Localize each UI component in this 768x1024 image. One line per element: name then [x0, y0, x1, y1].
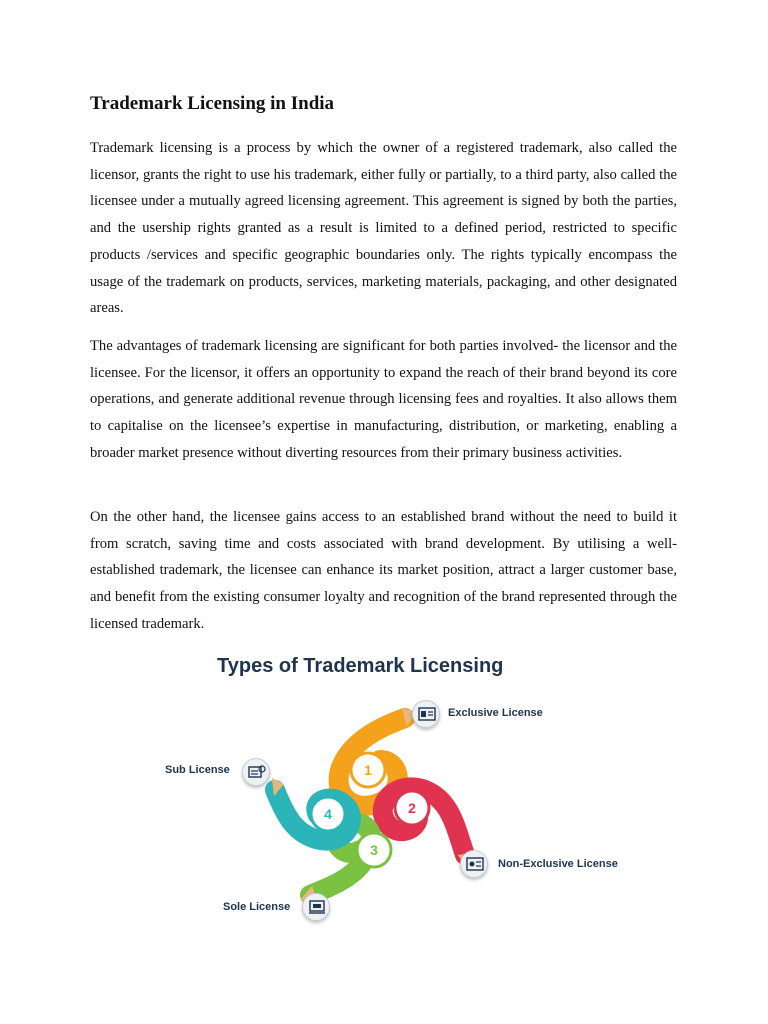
sole-license-icon — [302, 893, 330, 921]
spiral-graphic — [150, 650, 640, 935]
paragraph-licensee: On the other hand, the licensee gains access to an established brand without the need to build it from scratch, saving time and costs associated with brand development. By utilising a well-established trademark, the licensee can enhance its market position, attract a larger customer base, and benefit from the existing consumer loyalty and recognition of the brand represented through the licensed trademark. — [90, 509, 677, 632]
exclusive-license-icon — [412, 700, 440, 728]
badge-number-3: 3 — [370, 842, 378, 858]
badge-number-1: 1 — [364, 762, 372, 778]
badge-number-2: 2 — [408, 800, 416, 816]
non-exclusive-license-icon — [460, 850, 488, 878]
paragraph-intro: Trademark licensing is a process by which the owner of a registered trademark, also called the licensor, grants the right to use his trademark, either fully or partially, to a third party, also called the licensee under a mutually agreed licensing agreement. This agreement is signed by both the parties, and the usership rights granted as a result is limited to a defined period, restricted to specific products /services and specific geographic boundaries only. The rights typically encompass the usage of the trademark on products, services, marketing materials, packaging, and other designated areas. — [90, 140, 677, 317]
paragraph-advantages: The advantages of trademark licensing are significant for both parties involved- the licensor and the licensee. For the licensor, it offers an opportunity to expand the reach of their brand beyond its core operations, and generate additional revenue through licensing fees and royalties. It also allows them to capitalise on the licensee’s expertise in manufacturing, distribution, or marketing, enabling a broader market presence without diverting resources from their primary business activities. — [90, 338, 677, 461]
sub-license-icon — [242, 758, 270, 786]
label-non-exclusive-license: Non-Exclusive License — [498, 858, 618, 870]
label-exclusive-license: Exclusive License — [448, 707, 543, 719]
label-sub-license: Sub License — [165, 764, 230, 776]
licensing-types-infographic — [150, 650, 640, 935]
infographic-title: Types of Trademark Licensing — [217, 655, 504, 677]
page-title: Trademark Licensing in India — [90, 93, 335, 114]
badge-number-4: 4 — [324, 806, 332, 822]
label-sole-license: Sole License — [223, 901, 291, 913]
